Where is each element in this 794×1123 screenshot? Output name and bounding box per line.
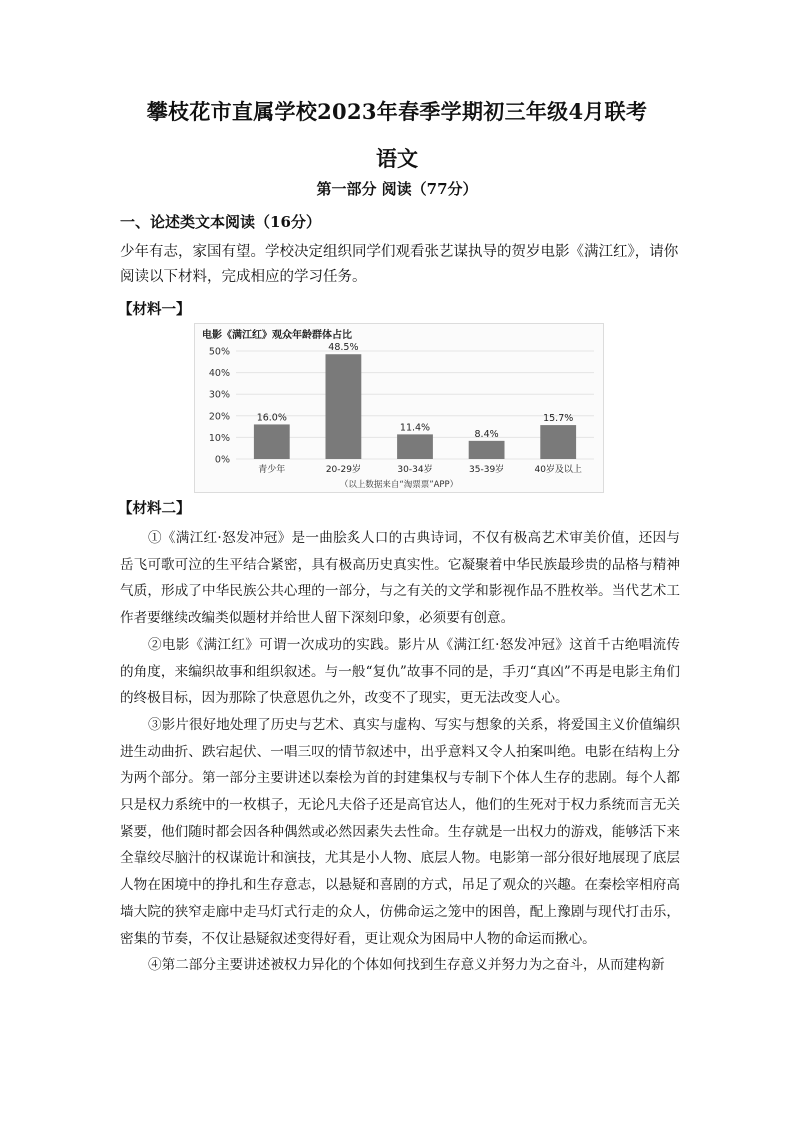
- material-two-text: [120, 525, 680, 979]
- chart-source-note: （以上数据来自“淘票票”APP）: [339, 480, 459, 490]
- y-tick-label: 50%: [208, 346, 230, 358]
- bar-2: [397, 434, 433, 459]
- bar-3: [469, 441, 505, 459]
- x-category-label: 青少年: [258, 465, 286, 475]
- bar-0: [254, 424, 290, 459]
- intro-paragraph: 少年有志，家国有望。学校决定组织同学们观看张艺谋执导的贺岁电影《满江红》，请你阅读以下材料，完成相应的学习任务。: [120, 244, 679, 285]
- y-tick-label: 0%: [214, 454, 230, 466]
- subject-title: 语文: [376, 146, 418, 171]
- y-tick-label: 20%: [208, 411, 230, 423]
- bar-4: [540, 425, 576, 459]
- section-heading: 一、论述类文本阅读（16分）: [120, 213, 321, 231]
- y-tick-label: 30%: [208, 389, 230, 401]
- age-group-bar-chart: [194, 323, 604, 493]
- bar-value-label: 11.4%: [399, 422, 431, 434]
- part-heading: 第一部分 阅读（77分）: [316, 180, 478, 198]
- y-tick-label: 40%: [208, 368, 230, 380]
- paragraph: ①《满江红·怒发冲冠》是一曲脍炙人口的古典诗词，不仅有极高艺术审美价值，还因与岳飞可歌可泣的生平结合紧密，具有极高历史真实性。它凝聚着中华民族最珍贵的品格与精神气质，形成了中华民族公共心理的一部分，与之有关的文学和影视作品不胜枚举。当代艺术工作者要继续改编类似题材并给世人留下深刻印象，必须要有创意。: [120, 530, 680, 627]
- paragraph: ②电影《满江红》可谓一次成功的实践。影片从《满江红·怒发冲冠》这首千古绝唱流传的角度，来编织故事和组织叙述。与一般“复仇”故事不同的是，手刃“真凶”不再是电影主角们的终极目标，因为那除了快意恩仇之外，改变不了现实，更无法改变人心。: [120, 636, 680, 707]
- paragraph: ③影片很好地处理了历史与艺术、真实与虚构、写实与想象的关系，将爱国主义价值编织进生动曲折、跌宕起伏、一唱三叹的情节叙述中，出乎意料又令人拍案叫绝。电影在结构上分为两个部分。第一部分主要讲述以秦桧为首的封建集权与专制下个体人生存的悲剧。每个人都只是权力系统中的一枚棋子，无论凡夫俗子还是高官达人，他们的生死对于权力系统而言无关紧要，他们随时都会因各种偶然或必然因素失去性命。生存就是一出权力的游戏，能够活下来全靠绞尽脑汁的权谋诡计和演技，尤其是小人物、底层人物。电影第一部分很好地展现了底层人物在困境中的挣扎和生存意志，以悬疑和喜剧的方式，吊足了观众的兴趣。在秦桧宰相府高墙大院的狭窄走廊中走马灯式行走的众人，仿佛命运之笼中的困兽，配上豫剧与现代打击乐，密集的节奏，不仅让悬疑叙述变得好看，更让观众为困局中人物的命运而揪心。: [120, 716, 680, 947]
- bar-value-label: 8.4%: [474, 428, 499, 440]
- x-category-label: 30-34岁: [397, 465, 433, 475]
- bar-value-label: 16.0%: [256, 412, 287, 424]
- bar-value-label: 15.7%: [543, 413, 574, 425]
- paragraph: ④第二部分主要讲述被权力异化的个体如何找到生存意义并努力为之奋斗，从而建构新: [148, 957, 665, 974]
- bar-1: [326, 354, 362, 459]
- bar-value-label: 48.5%: [328, 342, 359, 354]
- x-category-label: 20-29岁: [325, 465, 361, 475]
- chart-title: 电影《满江红》观众年龄群体占比: [202, 330, 352, 341]
- y-tick-label: 10%: [208, 432, 230, 444]
- material-one-label: 【材料一】: [118, 302, 191, 318]
- exam-title: 攀枝花市直属学校2023年春季学期初三年级4月联考: [146, 99, 648, 124]
- x-category-label: 35-39岁: [469, 465, 505, 475]
- x-category-label: 40岁及以上: [534, 465, 582, 475]
- material-two-label: 【材料二】: [118, 501, 191, 517]
